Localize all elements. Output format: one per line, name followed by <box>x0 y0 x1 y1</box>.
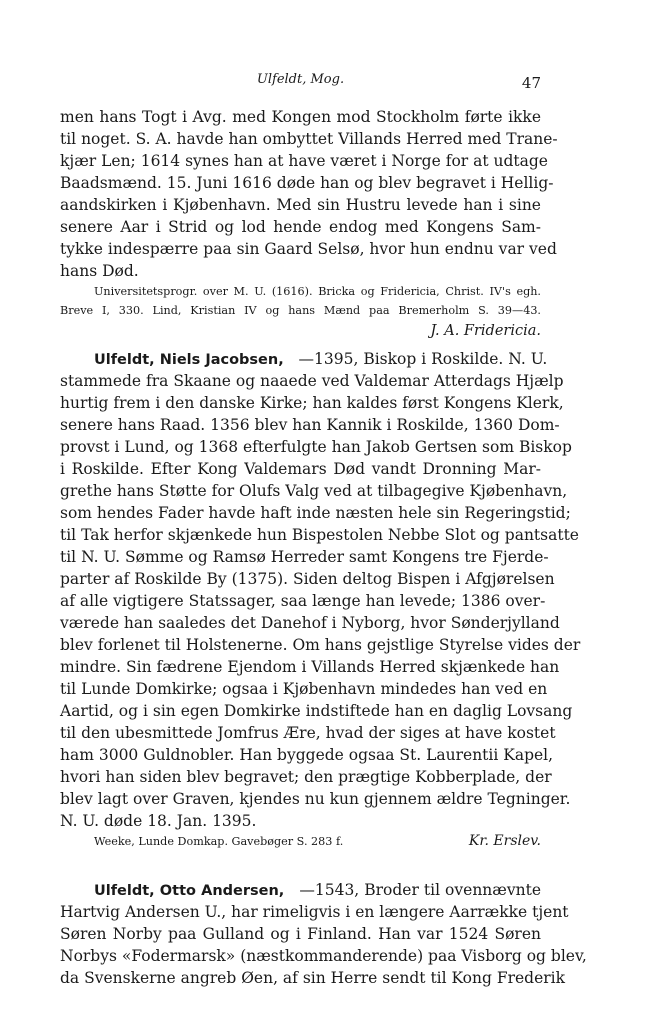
page-number: 47 <box>521 74 541 92</box>
source-reference: Breve I, 330. Lind, Kristian IV og hans Mænd paa Bremerholm S. 39—43. <box>60 304 541 317</box>
text-line: grethe hans Støtte for Olufs Valg ved at tilbagegive Kjøbenhavn, <box>60 482 568 500</box>
text-line: mindre. Sin fædrene Ejendom i Villands Herred skjænkede han <box>60 658 560 676</box>
text-line: N. U. døde 18. Jan. 1395. <box>60 812 257 830</box>
entry-headword: Ulfeldt, Otto Andersen, <box>94 883 285 899</box>
text-line: aandskirken i Kjøbenhavn. Med sin Hustru levede han i sine <box>60 196 541 214</box>
text-line: værede han saaledes det Danehof i Nyborg, hvor Sønderjylland <box>60 614 560 632</box>
text-line: ham 3000 Guldnobler. Han byggede ogsaa St. Laurentii Kapel, <box>60 746 554 764</box>
text-line: parter af Roskilde By (1375). Siden deltog Bispen i Afgjørelsen <box>60 570 555 588</box>
text-line: til Tak herfor skjænkede hun Bispestolen Nebbe Slot og pantsatte <box>60 526 579 544</box>
entry-first-line <box>60 348 548 370</box>
text-line: da Svenskerne angreb Øen, af sin Herre sendt til Kong Frederik <box>60 969 566 987</box>
text-line: til N. U. Sømme og Ramsø Herreder samt Kongens tre Fjerde- <box>60 548 549 566</box>
text-line: som hendes Fader havde haft inde næsten hele sin Regeringstid; <box>60 504 571 522</box>
entry-niels-jacobsen <box>60 348 581 851</box>
page-header <box>60 70 541 94</box>
text-line: tykke indespærre paa sin Gaard Selsø, hvor hun endnu var ved <box>60 240 557 258</box>
text-line: men hans Togt i Avg. med Kongen mod Stockholm førte ikke <box>60 108 541 126</box>
text-line: til den ubesmittede Jomfrus Ære, hvad der siges at have kostet <box>60 724 556 742</box>
text-line: Søren Norby paa Gulland og i Finland. Han var 1524 Søren <box>60 925 541 943</box>
text-line: til noget. S. A. havde han ombyttet Villands Herred med Trane- <box>60 130 558 148</box>
running-head: Ulfeldt, Mog. <box>256 72 345 87</box>
entry-headword: Ulfeldt, Niels Jacobsen, <box>94 352 284 368</box>
text-line: til Lunde Domkirke; ogsaa i Kjøbenhavn mindedes han ved en <box>60 680 548 698</box>
text-line: blev lagt over Graven, kjendes nu kun gjennem ældre Tegninger. <box>60 790 571 808</box>
entry-otto-andersen <box>60 879 587 989</box>
text-line: stammede fra Skaane og naaede ved Valdemar Atterdags Hjælp <box>60 372 564 390</box>
text-line: hans Død. <box>60 262 139 280</box>
author-signature: J. A. Fridericia. <box>430 323 541 339</box>
entry-dates: —1395, Biskop i Roskilde. N. U. <box>298 350 548 368</box>
source-reference: Universitetsprogr. over M. U. (1616). Bricka og Fridericia, Christ. IV's egh. <box>94 285 541 298</box>
text-line: Aartid, og i sin egen Domkirke indstiftede han en daglig Lovsang <box>60 702 573 720</box>
text-line: i Roskilde. Efter Kong Valdemars Død vandt Dronning Mar- <box>60 460 541 478</box>
text-line: blev forlenet til Holstenerne. Om hans gejstlige Styrelse vides der <box>60 636 581 654</box>
source-row <box>60 832 541 851</box>
entry-dates: —1543, Broder til ovennævnte <box>299 881 541 899</box>
text-line: Norbys «Fodermarsk» (næstkommanderende) paa Visborg og blev, <box>60 947 587 965</box>
text-line: kjær Len; 1614 synes han at have været i Norge for at udtage <box>60 152 548 170</box>
text-line: senere Aar i Strid og lod hende endog med Kongens Sam- <box>60 218 541 236</box>
author-signature: Kr. Erslev. <box>468 833 541 849</box>
text-line: provst i Lund, og 1368 efterfulgte han Jakob Gertsen som Biskop <box>60 438 572 456</box>
text-line: af alle vigtigere Statssager, saa længe han levede; 1386 over- <box>60 592 546 610</box>
text-line: senere hans Raad. 1356 blev han Kannik i Roskilde, 1360 Dom- <box>60 416 560 434</box>
body-text <box>60 106 587 989</box>
entry-mog-ulfeldt <box>60 106 558 342</box>
entry-first-line <box>60 879 541 901</box>
text-line: Hartvig Andersen U., har rimeligvis i en længere Aarrække tjent <box>60 903 569 921</box>
text-line: hurtig frem i den danske Kirke; han kaldes først Kongens Klerk, <box>60 394 564 412</box>
source-reference: Weeke, Lunde Domkap. Gavebøger S. 283 f. <box>94 835 344 848</box>
text-line: hvori han siden blev begravet; den prægtige Kobberplade, der <box>60 768 552 786</box>
text-line: Baadsmænd. 15. Juni 1616 døde han og blev begravet i Hellig- <box>60 174 554 192</box>
